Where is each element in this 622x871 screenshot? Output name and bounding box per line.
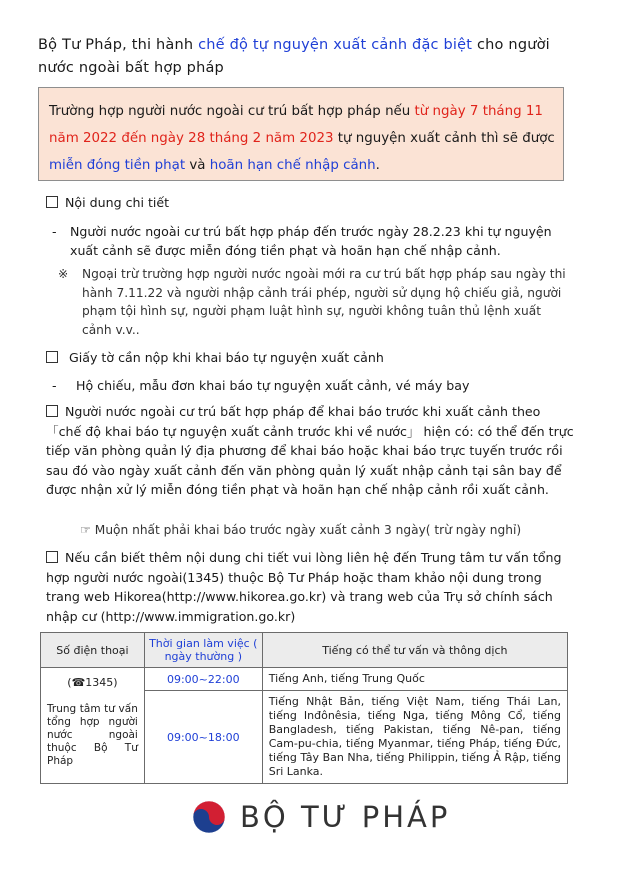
section-heading-documents xyxy=(46,348,384,368)
procedure-text: Người nước ngoài cư trú bất hợp pháp để khai báo trước khi xuất cảnh theo 「chế độ khai báo tự nguyện xuất cảnh trước khi về nước」 hiện có: có thể đến trực tiếp văn phòng quản lý địa phương để khai báo hoặc khai báo trực tuyến trước rồi sau đó vào ngày xuất cảnh đến văn phòng quản lý xuất nhập cảnh tại sân bay để được nhận xử lý miễn đóng tiền phạt và hoãn hạn chế nhập cảnh xyxy=(46,404,574,497)
immigration-url[interactable]: (http://www.immigration.go.kr) xyxy=(96,608,296,624)
checkbox-icon xyxy=(46,351,58,363)
language-cell: Tiếng Nhật Bản, tiếng Việt Nam, tiếng Thái Lan, tiếng Inđônêsia, tiếng Nga, tiếng Mông Cổ, tiếng Bangladesh, tiếng Pakistan, tiếng Nê-pan, tiếng Cam-pu-chia, tiếng Myanmar, tiếng Pháp, tiếng Đức, tiếng Tây Ban Nha, tiếng Philippin, tiếng Ả Rập, tiếng Sri Lanka. xyxy=(262,691,567,784)
contact-text-2: hoặc tham khảo nội dung trong xyxy=(339,569,542,585)
title-part2: cho người nước ngoài bất hợp pháp xyxy=(38,37,550,76)
header-phone: Số điện thoại xyxy=(41,633,145,668)
contact-center-name: Trung tâm tư vấn tổng hợp người nước ngoài(1345) thuộc Bộ Tư Pháp xyxy=(46,550,562,585)
phone-number: (☎1345) xyxy=(67,676,118,689)
contact-text-3: và xyxy=(326,589,350,604)
time-cell: 09:00~22:00 xyxy=(144,668,262,691)
summary-text-4: . xyxy=(375,158,380,173)
table-row xyxy=(41,668,568,691)
summary-text-3: và xyxy=(185,158,210,173)
summary-text: Trường hợp người nước ngoài cư trú bất hợp pháp nếu xyxy=(49,104,415,119)
hikorea-url[interactable]: (http://www.hikorea.go.kr) xyxy=(161,589,327,604)
list-item-text: Hộ chiếu, mẫu đơn khai báo tự nguyện xuất cảnh, vé máy bay xyxy=(76,378,470,393)
section-contact xyxy=(46,548,576,626)
contact-table xyxy=(40,632,568,784)
checkbox-icon xyxy=(46,196,58,208)
summary-benefit-fine: miễn đóng tiền phạt xyxy=(49,158,186,173)
taegeuk-logo-icon xyxy=(192,800,226,834)
header-time: Thời gian làm việc ( ngày thường ) xyxy=(144,633,262,668)
dash-marker: - xyxy=(52,224,57,239)
list-item xyxy=(52,376,572,395)
exception-note xyxy=(58,265,566,339)
summary-benefit-entry: hoãn hạn chế nhập cảnh xyxy=(209,158,376,173)
title-part1: Bộ Tư Pháp, thi hành xyxy=(38,37,199,53)
dash-marker: - xyxy=(52,378,57,393)
contact-text: Nếu cần biết thêm nội dung chi tiết vui lòng liên hệ đến xyxy=(65,550,421,565)
deadline-note: ☞ Muộn nhất phải khai báo trước ngày xuất cảnh 3 ngày( trừ ngày nghỉ) xyxy=(80,523,522,537)
page-title xyxy=(38,34,588,80)
section-heading-label: Nội dung chi tiết xyxy=(65,195,170,210)
summary-text-2: tự nguyện xuất cảnh thì sẽ được xyxy=(333,131,555,146)
footer-brand xyxy=(192,795,450,839)
list-item-text: Người nước ngoài cư trú bất hợp pháp đến trước ngày 28.2.23 khi tự nguyện xuất cảnh sẽ được miễn đóng tiền phạt và hoãn hạn chế nhập cảnh. xyxy=(70,224,552,258)
reference-mark: ※ xyxy=(58,267,69,281)
immigration-web-label: trang web của Trụ sở chính sách nhập cư xyxy=(46,589,553,624)
summary-box xyxy=(38,87,564,181)
hikorea-web-label: trang web Hikorea xyxy=(46,589,162,604)
section-heading-label: Giấy tờ cần nộp khi khai báo tự nguyện xuất cảnh xyxy=(69,350,384,365)
section-heading-details xyxy=(46,193,169,213)
header-languages: Tiếng có thể tư vấn và thông dịch xyxy=(262,633,567,668)
section-procedure xyxy=(46,402,576,500)
list-item xyxy=(52,222,572,260)
exception-note-text: Ngoại trừ trường hợp người nước ngoài mới ra cư trú bất hợp pháp sau ngày thi hành 7.11.22 và người nhập cảnh trái phép, người sử dụng hộ chiếu giả, người phạm tội hình sự, người phạm luật hình sự, người không tuân thủ lệnh xuất cảnh v.v.. xyxy=(82,267,566,337)
checkbox-icon xyxy=(46,551,58,563)
summary-dates: từ ngày 7 tháng 11 năm 2022 đến ngày 28 tháng 2 năm 2023 xyxy=(49,104,543,146)
footer-brand-text: BỘ TƯ PHÁP xyxy=(240,800,451,834)
center-cell xyxy=(41,668,145,784)
center-name: Trung tâm tư vấn tổng hợp người nước ngoài thuộc Bộ Tư Pháp xyxy=(47,703,138,767)
time-cell: 09:00~18:00 xyxy=(144,691,262,784)
checkbox-icon xyxy=(46,405,58,417)
title-highlight: chế độ tự nguyện xuất cảnh đặc biệt xyxy=(198,37,473,53)
table-header-row xyxy=(41,633,568,668)
language-cell: Tiếng Anh, tiếng Trung Quốc xyxy=(262,668,567,691)
procedure-text-end: rồi xuất cảnh. xyxy=(457,482,549,497)
